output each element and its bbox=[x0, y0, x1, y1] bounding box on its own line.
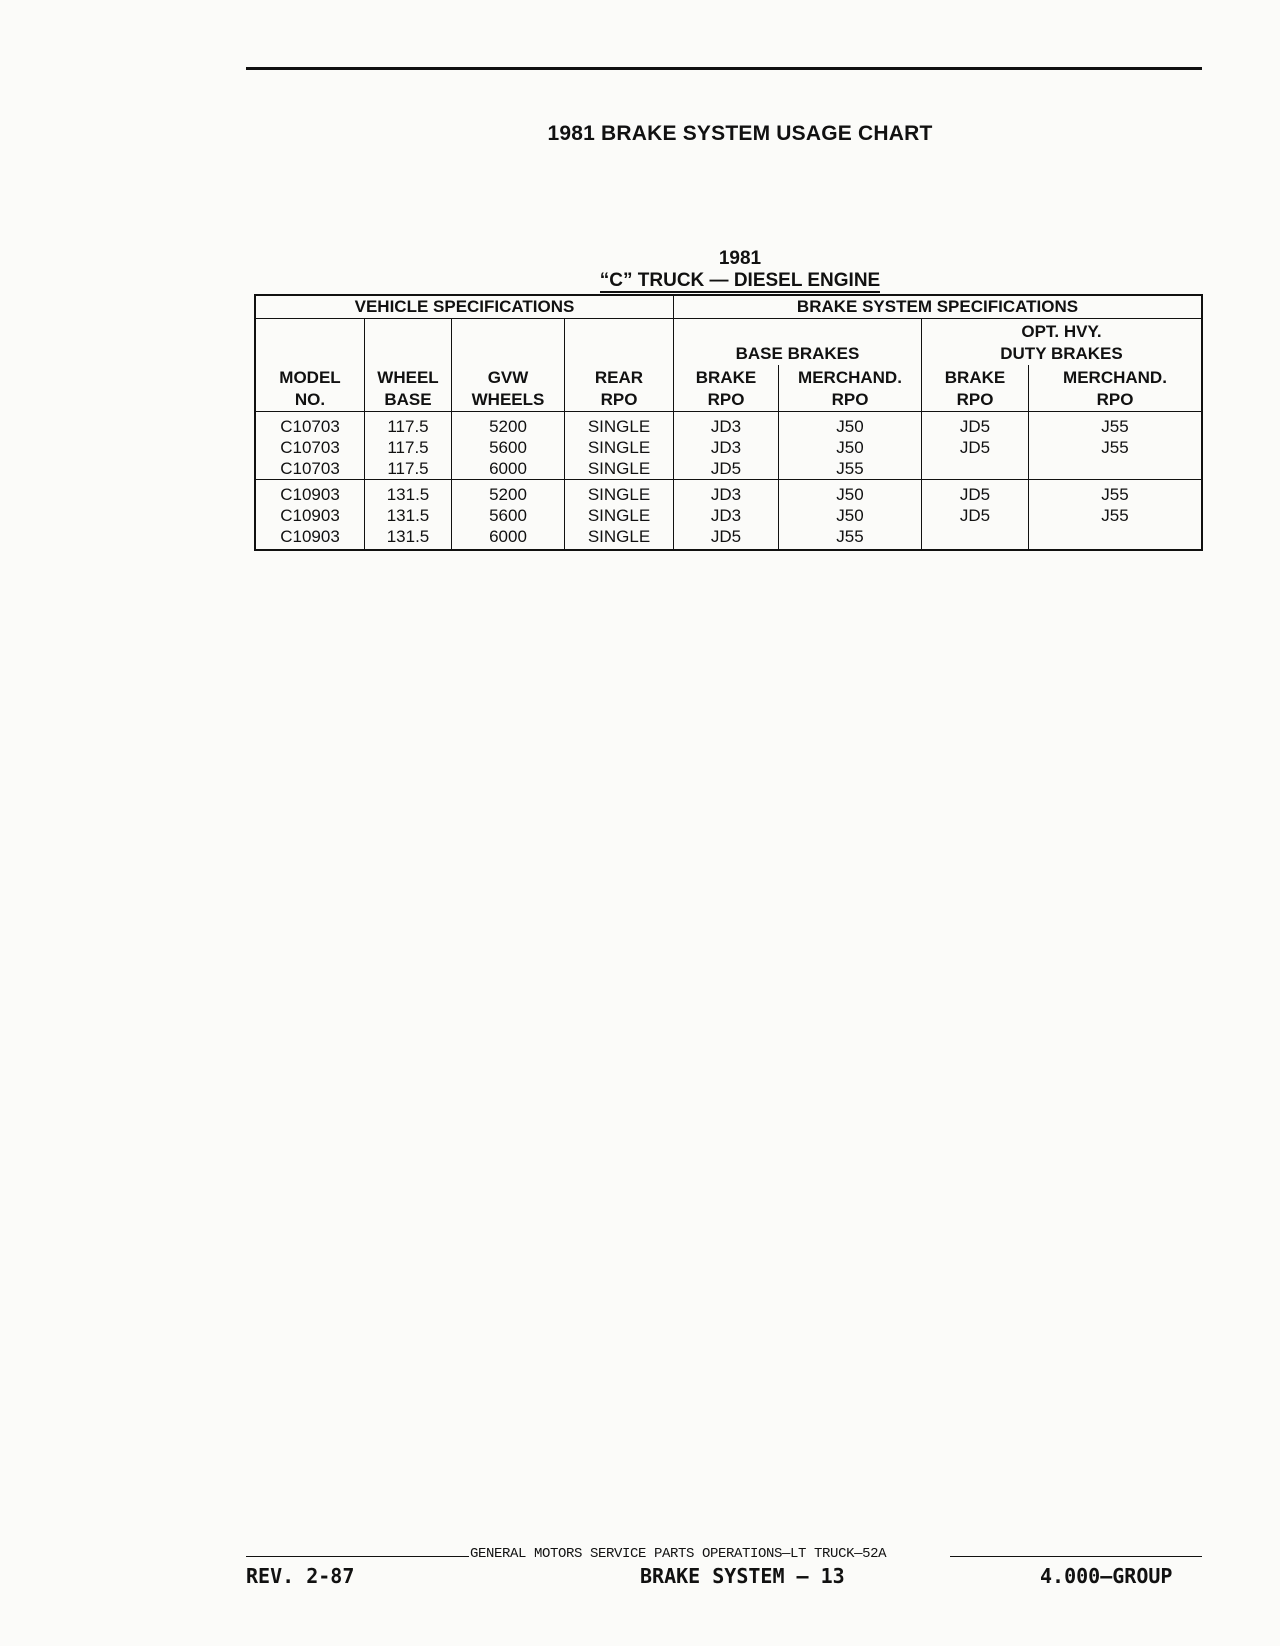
model-cell: C10903 bbox=[255, 505, 365, 526]
vehicle-specifications-header: VEHICLE SPECIFICATIONS bbox=[255, 295, 674, 319]
base-merchand-rpo-cell: J55 bbox=[779, 458, 922, 480]
base-brake-rpo-cell: JD5 bbox=[674, 458, 779, 480]
column-header bbox=[1029, 365, 1203, 412]
base-brake-rpo-cell: JD3 bbox=[674, 480, 779, 506]
base-merchand-rpo-cell: J50 bbox=[779, 412, 922, 438]
gvw-cell: 5600 bbox=[452, 505, 565, 526]
wheel-base-cell: 131.5 bbox=[365, 526, 452, 550]
column-header-line2: WHEELS bbox=[471, 390, 545, 409]
base-brake-rpo-cell: JD3 bbox=[674, 412, 779, 438]
column-header-line1: MODEL bbox=[279, 368, 341, 387]
column-header bbox=[779, 365, 922, 412]
blank-subheader bbox=[565, 319, 674, 366]
base-merchand-rpo-cell: J50 bbox=[779, 437, 922, 458]
model-cell: C10703 bbox=[255, 437, 365, 458]
column-header-line2: RPO bbox=[831, 390, 869, 409]
gvw-cell: 5600 bbox=[452, 437, 565, 458]
model-cell: C10703 bbox=[255, 412, 365, 438]
column-header-line2: RPO bbox=[600, 390, 638, 409]
group-header-row bbox=[255, 295, 1202, 319]
table-row bbox=[255, 526, 1202, 550]
column-header-line1: BRAKE bbox=[695, 368, 757, 387]
column-header-line2: RPO bbox=[956, 390, 994, 409]
footer-section-page: BRAKE SYSTEM – 13 bbox=[640, 1564, 845, 1588]
rear-rpo-cell: SINGLE bbox=[565, 505, 674, 526]
brake-system-specifications-header: BRAKE SYSTEM SPECIFICATIONS bbox=[674, 295, 1203, 319]
model-cell: C10903 bbox=[255, 526, 365, 550]
column-header-line2: RPO bbox=[1096, 390, 1134, 409]
wheel-base-cell: 131.5 bbox=[365, 505, 452, 526]
column-header bbox=[365, 365, 452, 412]
table-row bbox=[255, 480, 1202, 506]
column-header-line2: BASE bbox=[384, 390, 432, 409]
sub-header-row bbox=[255, 319, 1202, 366]
opt-brake-rpo-cell: JD5 bbox=[922, 505, 1029, 526]
footer-revision: REV. 2-87 bbox=[246, 1564, 355, 1588]
opt-merchand-rpo-cell: J55 bbox=[1029, 480, 1203, 506]
base-merchand-rpo-cell: J50 bbox=[779, 480, 922, 506]
wheel-base-cell: 131.5 bbox=[365, 480, 452, 506]
wheel-base-cell: 117.5 bbox=[365, 458, 452, 480]
opt-brake-rpo-cell: JD5 bbox=[922, 412, 1029, 438]
base-merchand-rpo-cell: J50 bbox=[779, 505, 922, 526]
blank-subheader bbox=[452, 319, 565, 366]
table-row bbox=[255, 505, 1202, 526]
opt-brake-rpo-cell bbox=[922, 526, 1029, 550]
blank-subheader bbox=[255, 319, 365, 366]
rear-rpo-cell: SINGLE bbox=[565, 437, 674, 458]
rear-rpo-cell: SINGLE bbox=[565, 412, 674, 438]
optional-heavy-duty-header bbox=[922, 319, 1203, 366]
table-row bbox=[255, 412, 1202, 438]
column-header-line2: NO. bbox=[294, 390, 326, 409]
footer-rule-right bbox=[950, 1556, 1202, 1557]
gvw-cell: 5200 bbox=[452, 412, 565, 438]
opt-merchand-rpo-cell: J55 bbox=[1029, 437, 1203, 458]
column-header-line1: REAR bbox=[594, 368, 644, 387]
blank-subheader bbox=[365, 319, 452, 366]
gvw-cell: 5200 bbox=[452, 480, 565, 506]
base-brakes-header: BASE BRAKES bbox=[674, 319, 922, 366]
base-brake-rpo-cell: JD3 bbox=[674, 505, 779, 526]
model-cell: C10703 bbox=[255, 458, 365, 480]
table-row bbox=[255, 437, 1202, 458]
column-header-line1: MERCHAND. bbox=[1063, 368, 1167, 387]
model-cell: C10903 bbox=[255, 480, 365, 506]
table-subtitle bbox=[560, 271, 920, 291]
optional-header-line1: OPT. HVY. bbox=[1021, 322, 1102, 341]
opt-merchand-rpo-cell bbox=[1029, 458, 1203, 480]
opt-merchand-rpo-cell: J55 bbox=[1029, 505, 1203, 526]
footer-group: 4.000—GROUP bbox=[1040, 1564, 1173, 1588]
opt-brake-rpo-cell: JD5 bbox=[922, 480, 1029, 506]
gvw-cell: 6000 bbox=[452, 458, 565, 480]
column-header-row bbox=[255, 365, 1202, 412]
opt-merchand-rpo-cell bbox=[1029, 526, 1203, 550]
rear-rpo-cell: SINGLE bbox=[565, 526, 674, 550]
column-header-line1: BRAKE bbox=[944, 368, 1006, 387]
footer-rule-left bbox=[246, 1556, 476, 1557]
column-header bbox=[255, 365, 365, 412]
table-year: 1981 bbox=[718, 248, 762, 269]
column-header-line1: GVW bbox=[487, 368, 529, 387]
page-title: 1981 BRAKE SYSTEM USAGE CHART bbox=[547, 122, 933, 145]
column-header bbox=[674, 365, 779, 412]
base-brake-rpo-cell: JD3 bbox=[674, 437, 779, 458]
base-merchand-rpo-cell: J55 bbox=[779, 526, 922, 550]
opt-brake-rpo-cell bbox=[922, 458, 1029, 480]
column-header bbox=[922, 365, 1029, 412]
table-row bbox=[255, 458, 1202, 480]
brake-usage-table bbox=[254, 294, 1203, 551]
footer-publisher: GENERAL MOTORS SERVICE PARTS OPERATIONS—LT TRUCK—52A bbox=[470, 1546, 887, 1562]
column-header-line1: MERCHAND. bbox=[798, 368, 902, 387]
column-header bbox=[565, 365, 674, 412]
opt-brake-rpo-cell: JD5 bbox=[922, 437, 1029, 458]
rear-rpo-cell: SINGLE bbox=[565, 458, 674, 480]
table-subtitle-text: “C” TRUCK — DIESEL ENGINE bbox=[599, 270, 881, 291]
wheel-base-cell: 117.5 bbox=[365, 437, 452, 458]
opt-merchand-rpo-cell: J55 bbox=[1029, 412, 1203, 438]
base-brake-rpo-cell: JD5 bbox=[674, 526, 779, 550]
column-header-line1: WHEEL bbox=[377, 368, 439, 387]
wheel-base-cell: 117.5 bbox=[365, 412, 452, 438]
column-header-line2: RPO bbox=[707, 390, 745, 409]
top-rule bbox=[246, 67, 1202, 70]
rear-rpo-cell: SINGLE bbox=[565, 480, 674, 506]
optional-header-line2: DUTY BRAKES bbox=[1000, 344, 1123, 363]
column-header bbox=[452, 365, 565, 412]
gvw-cell: 6000 bbox=[452, 526, 565, 550]
